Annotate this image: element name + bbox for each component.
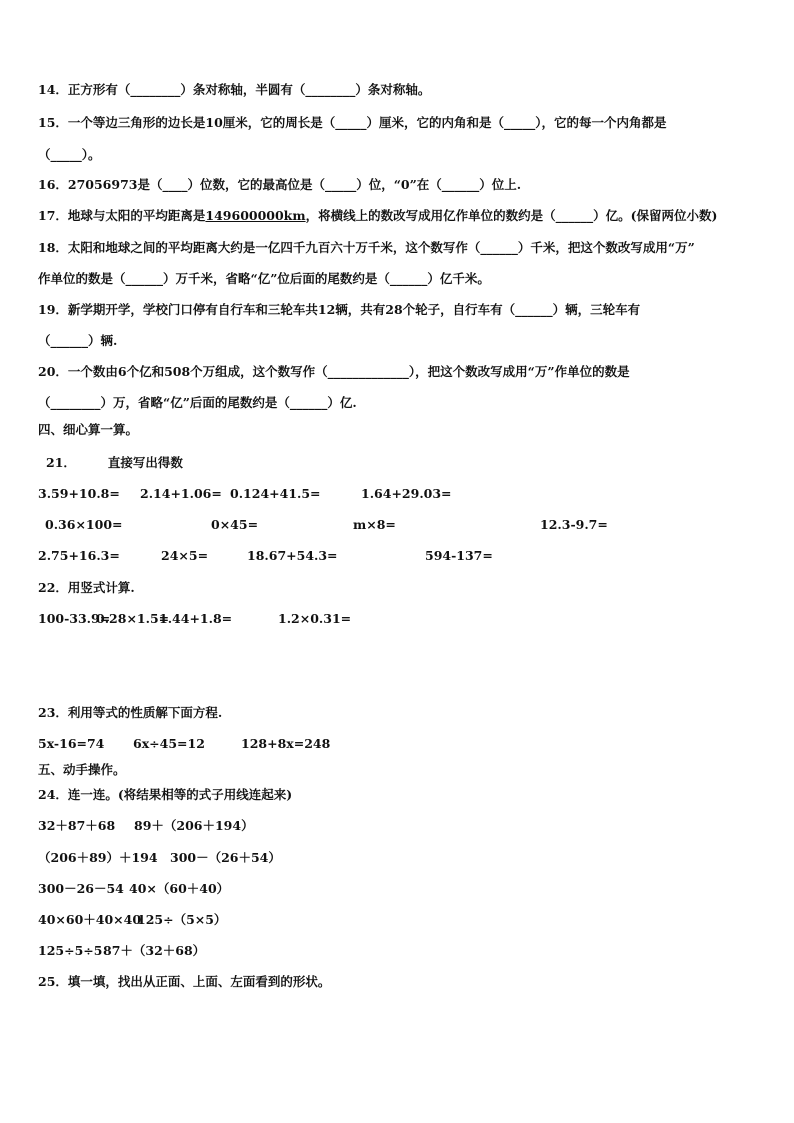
question-17-text-after: ，将横线上的数改写成用亿作单位的数约是（______）亿。(保留两位小数) [305, 208, 718, 223]
question-15-line-1: 15．一个等边三角形的边长是10厘米，它的周长是（_____）厘米，它的内角和是（_____），它的每一个内角都是 [38, 115, 667, 130]
question-19-line-2: （______）辆. [38, 333, 118, 348]
calc-item: m×8= [353, 517, 396, 532]
calc-item: 2.14+1.06= [140, 486, 222, 501]
question-21-title: 直接写出得数 [107, 455, 183, 470]
calc-item: 2.75+16.3= [38, 548, 120, 563]
match-left-item: （206＋89）＋194 [38, 850, 158, 865]
question-17-text-before: 17．地球与太阳的平均距离是 [38, 208, 206, 223]
question-18-line-1: 18．太阳和地球之间的平均距离大约是一亿四千九百六十万千米，这个数写作（______）千米，把这个数改写成用“万” [38, 240, 695, 255]
match-right-item: 40×（60＋40） [129, 881, 230, 896]
match-left-item: 40×60＋40×40 [38, 912, 142, 927]
question-18-line-2: 作单位的数是（______）万千米，省略“亿”位后面的尾数约是（______）亿千米。 [38, 271, 490, 286]
equation-item: 5x-16=74 [38, 736, 105, 751]
calc-item: 594-137= [425, 548, 493, 563]
vertical-calc-item: 100-33.9= [38, 611, 111, 626]
calc-item: 12.3-9.7= [540, 517, 608, 532]
calc-item: 1.64+29.03= [361, 486, 452, 501]
match-left-item: 32＋87＋68 [38, 818, 116, 833]
calc-item: 3.59+10.8= [38, 486, 120, 501]
question-20-line-2: （________）万，省略“亿”后面的尾数约是（______）亿. [38, 395, 357, 410]
match-right-item: 89＋（206＋194） [134, 818, 254, 833]
section-4-heading: 四、细心算一算。 [38, 422, 139, 437]
match-right-item: 300－（26＋54） [170, 850, 281, 865]
question-22-title: 22．用竖式计算. [38, 580, 135, 595]
question-17-underlined-number: 149600000km [205, 208, 306, 223]
question-20-line-1: 20．一个数由6个亿和508个万组成，这个数写作（_____________），把这个数改写成用“万”作单位的数是 [38, 364, 630, 379]
question-25: 25．填一填，找出从正面、上面、左面看到的形状。 [38, 974, 331, 989]
question-17 [38, 208, 717, 224]
calc-item: 18.67+54.3= [247, 548, 338, 563]
question-24-title: 24．连一连。(将结果相等的式子用线连起来) [38, 787, 293, 802]
vertical-calc-item: 1.44+1.8= [159, 611, 233, 626]
calc-item: 0.36×100= [45, 517, 123, 532]
question-15-line-2: （_____）。 [38, 147, 101, 162]
calc-item: 0.124+41.5= [230, 486, 321, 501]
question-16: 16．27056973是（____）位数，它的最高位是（_____）位，“0”在（______）位上. [38, 177, 522, 192]
vertical-calc-item: 1.2×0.31= [278, 611, 352, 626]
equation-item: 128+8x=248 [241, 736, 331, 751]
calc-item: 24×5= [161, 548, 209, 563]
section-5-heading: 五、动手操作。 [38, 762, 126, 777]
vertical-calc-item: 0.28×1.5= [96, 611, 170, 626]
calc-item: 0×45= [211, 517, 259, 532]
question-14: 14．正方形有（________）条对称轴，半圆有（________）条对称轴。 [38, 82, 431, 97]
match-left-item: 300－26－54 [38, 881, 124, 896]
match-right-item: 125÷（5×5） [137, 912, 227, 927]
question-19-line-1: 19．新学期开学，学校门口停有自行车和三轮车共12辆，共有28个轮子，自行车有（______）辆，三轮车有 [38, 302, 641, 317]
equation-item: 6x÷45=12 [133, 736, 205, 751]
question-21-heading [46, 455, 183, 471]
match-left-item: 125÷5÷5 [38, 943, 103, 958]
question-21-number: 21． [46, 455, 76, 470]
question-23-title: 23．利用等式的性质解下面方程. [38, 705, 223, 720]
match-right-item: 87＋（32＋68） [103, 943, 206, 958]
